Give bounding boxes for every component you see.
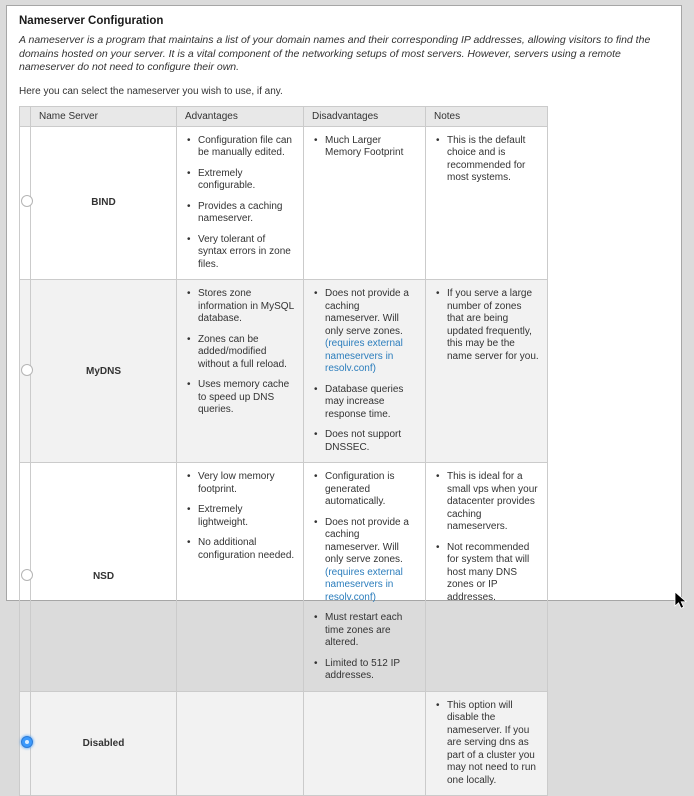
note-item	[434, 700, 539, 788]
nameserver-name-bind: BIND	[31, 126, 177, 280]
disabled-radio-cell	[20, 691, 31, 796]
list-item-text: Uses memory cache to speed up DNS queries.	[198, 379, 289, 415]
radio-mydns[interactable]	[21, 364, 33, 376]
nsd-notes-list	[434, 471, 539, 604]
bind-notes-cell	[426, 126, 548, 280]
disadvantage-item	[312, 384, 417, 422]
column-header-radio	[20, 106, 31, 126]
list-item-text: Database queries may increase response time.	[325, 384, 403, 420]
nameserver-table	[19, 106, 548, 796]
bind-radio-cell	[20, 126, 31, 280]
nsd-radio-cell	[20, 463, 31, 692]
list-item-text: Does not provide a caching nameserver. Will only serve zones.	[325, 288, 409, 337]
advantage-item	[185, 201, 295, 226]
mydns-disadvantages-cell	[304, 280, 426, 463]
table-header-row	[20, 106, 548, 126]
table-row-bind	[20, 126, 548, 280]
radio-disabled[interactable]	[21, 736, 33, 748]
page-description: A nameserver is a program that maintains a list of your domain names and their corresponding IP addresses, allowing visitors to find the domains hosted on your server. It is a vital component of the networking setups of most servers. However, servers using a remote nameserver do not need to configure their own.	[19, 34, 669, 75]
advantage-item	[185, 334, 295, 372]
list-item-text: Very low memory footprint.	[198, 471, 275, 495]
list-item-text: This option will disable the nameserver. If you are serving dns as part of a cluster you may not need to run one locally.	[447, 700, 536, 786]
advantage-item	[185, 537, 295, 562]
table-header	[20, 106, 548, 126]
disadvantage-item	[312, 471, 417, 509]
disadvantage-item	[312, 135, 417, 160]
column-header-notes: Notes	[426, 106, 548, 126]
disadvantage-item	[312, 517, 417, 605]
list-item-text: Limited to 512 IP addresses.	[325, 658, 400, 682]
column-header-name-server: Name Server	[31, 106, 177, 126]
disadvantage-item	[312, 429, 417, 454]
list-item-text: No additional configuration needed.	[198, 537, 294, 561]
mydns-radio-cell	[20, 280, 31, 463]
column-header-advantages: Advantages	[177, 106, 304, 126]
list-item-text: Much Larger Memory Footprint	[325, 135, 403, 159]
nameserver-name-disabled: Disabled	[31, 691, 177, 796]
page-instruction: Here you can select the nameserver you wish to use, if any.	[19, 86, 669, 97]
nsd-disadvantages-cell	[304, 463, 426, 692]
disadvantage-item	[312, 288, 417, 376]
list-item-text: Configuration is generated automatically.	[325, 471, 394, 507]
bind-advantages-cell	[177, 126, 304, 280]
nsd-disadvantages-list	[312, 471, 417, 683]
list-item-text: Does not support DNSSEC.	[325, 429, 401, 453]
disabled-notes-list	[434, 700, 539, 788]
bind-disadvantages-cell	[304, 126, 426, 280]
list-item-text: Very tolerant of syntax errors in zone files.	[198, 234, 291, 270]
list-item-text: If you serve a large number of zones that are being updated frequently, this may be the name server for you.	[447, 288, 539, 362]
note-item	[434, 288, 539, 363]
bind-notes-list	[434, 135, 539, 185]
mydns-advantages-cell	[177, 280, 304, 463]
disabled-notes-cell	[426, 691, 548, 796]
advantage-item	[185, 168, 295, 193]
table-row-disabled	[20, 691, 548, 796]
table-row-mydns	[20, 280, 548, 463]
list-item-text: Not recommended for system that will host many DNS zones or IP addresses.	[447, 542, 529, 603]
list-item-text: Stores zone information in MySQL database.	[198, 288, 294, 324]
note-item	[434, 471, 539, 534]
mydns-disadvantages-list	[312, 288, 417, 454]
list-item-text: This is the default choice and is recommended for most systems.	[447, 135, 525, 184]
nameserver-name-mydns: MyDNS	[31, 280, 177, 463]
advantage-item	[185, 471, 295, 496]
mydns-notes-list	[434, 288, 539, 363]
list-item-text: Does not provide a caching nameserver. Will only serve zones.	[325, 517, 409, 566]
list-item-text: Extremely configurable.	[198, 168, 255, 192]
column-header-disadvantages: Disadvantages	[304, 106, 426, 126]
nameserver-configuration-panel	[6, 5, 682, 601]
list-item-text: Must restart each time zones are altered.	[325, 612, 402, 648]
advantage-item	[185, 288, 295, 326]
disabled-disadvantages-cell	[304, 691, 426, 796]
advantage-item	[185, 504, 295, 529]
nameserver-name-nsd: NSD	[31, 463, 177, 692]
bind-advantages-list	[185, 135, 295, 272]
resolv-conf-link[interactable]: (requires external nameservers in resolv.conf)	[325, 567, 403, 603]
bind-disadvantages-list	[312, 135, 417, 160]
page-title: Nameserver Configuration	[19, 15, 669, 27]
nsd-advantages-list	[185, 471, 295, 562]
list-item-text: This is ideal for a small vps when your datacenter provides caching nameservers.	[447, 471, 538, 532]
advantage-item	[185, 234, 295, 272]
list-item-text: Provides a caching nameserver.	[198, 201, 283, 225]
note-item	[434, 542, 539, 605]
resolv-conf-link[interactable]: (requires external nameservers in resolv.conf)	[325, 338, 403, 374]
note-item	[434, 135, 539, 185]
list-item-text: Configuration file can be manually edited.	[198, 135, 292, 159]
list-item-text: Zones can be added/modified without a full reload.	[198, 334, 287, 370]
disabled-advantages-cell	[177, 691, 304, 796]
table-row-nsd	[20, 463, 548, 692]
mydns-advantages-list	[185, 288, 295, 417]
list-item-text: Extremely lightweight.	[198, 504, 248, 528]
disadvantage-item	[312, 658, 417, 683]
nsd-advantages-cell	[177, 463, 304, 692]
mydns-notes-cell	[426, 280, 548, 463]
advantage-item	[185, 135, 295, 160]
disadvantage-item	[312, 612, 417, 650]
nsd-notes-cell	[426, 463, 548, 692]
advantage-item	[185, 379, 295, 417]
